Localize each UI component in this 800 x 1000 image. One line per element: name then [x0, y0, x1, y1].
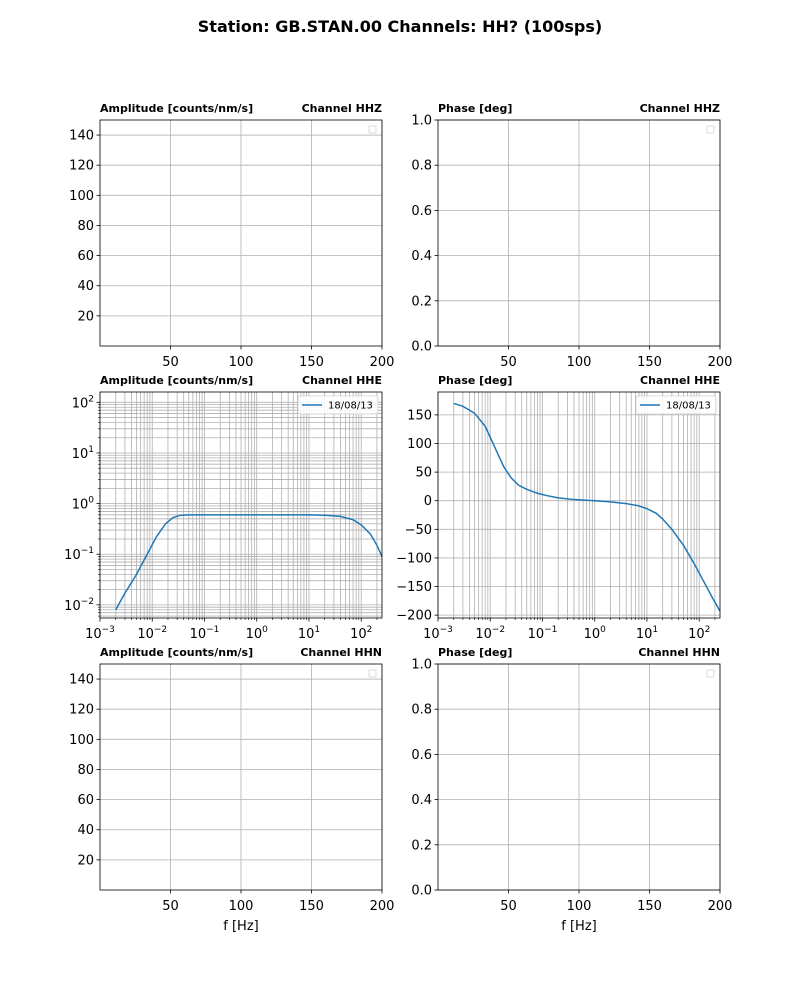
x-axis-label: f [Hz]: [561, 919, 597, 934]
y-tick-label: $10^0$: [71, 495, 94, 513]
panel-title-right: Channel HHE: [302, 374, 382, 387]
y-tick-label: 20: [77, 853, 94, 869]
y-tick-label: 20: [77, 309, 94, 325]
panel-title-right: Channel HHN: [638, 646, 720, 659]
y-tick-label: 100: [69, 732, 94, 748]
y-tick-label: 50: [415, 465, 432, 481]
y-tick-label: 40: [77, 279, 94, 295]
x-tick-label: $10^{-3}$: [423, 625, 453, 642]
y-tick-label: 1.0: [411, 113, 432, 129]
legend-box-empty: [369, 126, 376, 133]
legend: [369, 126, 376, 133]
y-tick-label: 150: [407, 408, 432, 424]
x-tick-label: 200: [707, 899, 733, 914]
y-tick-label: 80: [77, 218, 94, 234]
x-tick-label: 50: [500, 899, 517, 914]
legend-box-empty: [707, 126, 714, 133]
y-tick-label: 120: [69, 158, 94, 174]
y-tick-label: $10^{-1}$: [64, 546, 94, 564]
y-tick-label: $10^{-2}$: [64, 596, 94, 614]
panel-title-left: Phase [deg]: [438, 374, 513, 387]
x-tick-label: 150: [299, 899, 324, 914]
x-tick-label: $10^1$: [297, 625, 321, 642]
legend-entry: 18/08/13: [328, 400, 373, 412]
x-tick-label: 50: [162, 899, 179, 914]
y-tick-label: 140: [69, 672, 94, 688]
y-tick-label: 0.4: [411, 249, 432, 265]
y-tick-label: 0.6: [411, 203, 432, 219]
y-tick-label: 40: [77, 823, 94, 839]
panel-title-left: Amplitude [counts/nm/s]: [100, 102, 254, 115]
x-tick-label: $10^0$: [583, 625, 606, 642]
x-tick-label: 200: [369, 355, 395, 370]
y-tick-label: 0.8: [411, 158, 432, 174]
x-tick-label: 100: [566, 355, 592, 370]
y-tick-label: 0: [423, 494, 432, 510]
panel-title-left: Phase [deg]: [438, 646, 513, 659]
legend-box-empty: [707, 670, 714, 677]
x-tick-label: $10^{-2}$: [137, 625, 168, 642]
x-tick-label: 50: [162, 355, 179, 370]
legend: [636, 396, 716, 414]
legend: [707, 670, 714, 677]
y-tick-label: $10^1$: [71, 444, 94, 462]
panel-title-right: Channel HHN: [300, 646, 382, 659]
x-tick-label: 100: [228, 355, 254, 370]
panel-title-right: Channel HHE: [640, 374, 720, 387]
y-tick-label: 120: [69, 702, 94, 718]
panel-title-left: Phase [deg]: [438, 102, 513, 115]
x-tick-label: 200: [369, 899, 395, 914]
legend-entry: 18/08/13: [666, 400, 711, 412]
x-tick-label: 150: [637, 899, 662, 914]
x-tick-label: $10^0$: [245, 625, 268, 642]
y-tick-label: 0.8: [411, 702, 432, 718]
x-tick-label: 150: [637, 355, 662, 370]
y-tick-label: 100: [69, 188, 94, 204]
x-tick-label: $10^{-1}$: [189, 625, 220, 642]
legend: [369, 670, 376, 677]
x-tick-label: 50: [500, 355, 517, 370]
y-tick-label: 0.2: [411, 838, 432, 854]
y-tick-label: 140: [69, 128, 94, 144]
y-tick-label: −150: [396, 580, 432, 596]
y-tick-label: 0.6: [411, 747, 432, 763]
x-tick-label: $10^{-3}$: [85, 625, 115, 642]
x-tick-label: $10^{-2}$: [475, 625, 506, 642]
y-tick-label: 80: [77, 762, 94, 778]
y-tick-label: 0.2: [411, 294, 432, 310]
legend: [298, 396, 378, 414]
y-tick-label: −100: [396, 551, 432, 567]
figure-title: Station: GB.STAN.00 Channels: HH? (100sps): [197, 17, 603, 36]
x-tick-label: $10^{-1}$: [527, 625, 558, 642]
y-tick-label: 60: [77, 249, 94, 265]
panel-title-right: Channel HHZ: [639, 102, 720, 115]
x-tick-label: 100: [566, 899, 592, 914]
y-tick-label: 100: [407, 436, 432, 452]
x-tick-label: $10^1$: [635, 625, 659, 642]
legend: [707, 126, 714, 133]
y-tick-label: −50: [404, 522, 432, 538]
x-tick-label: $10^2$: [350, 625, 373, 642]
x-tick-label: $10^2$: [688, 625, 711, 642]
y-tick-label: 0.0: [411, 339, 432, 355]
y-tick-label: 0.4: [411, 793, 432, 809]
panel-title-left: Amplitude [counts/nm/s]: [100, 646, 254, 659]
x-tick-label: 200: [707, 355, 733, 370]
x-axis-label: f [Hz]: [223, 919, 259, 934]
y-tick-label: 60: [77, 793, 94, 809]
y-tick-label: 1.0: [411, 657, 432, 673]
panel-title-right: Channel HHZ: [301, 102, 382, 115]
y-tick-label: 0.0: [411, 883, 432, 899]
y-tick-label: −200: [396, 608, 432, 624]
y-tick-label: $10^2$: [71, 394, 94, 412]
panel-title-left: Amplitude [counts/nm/s]: [100, 374, 254, 387]
x-tick-label: 100: [228, 899, 254, 914]
legend-box-empty: [369, 670, 376, 677]
x-tick-label: 150: [299, 355, 324, 370]
